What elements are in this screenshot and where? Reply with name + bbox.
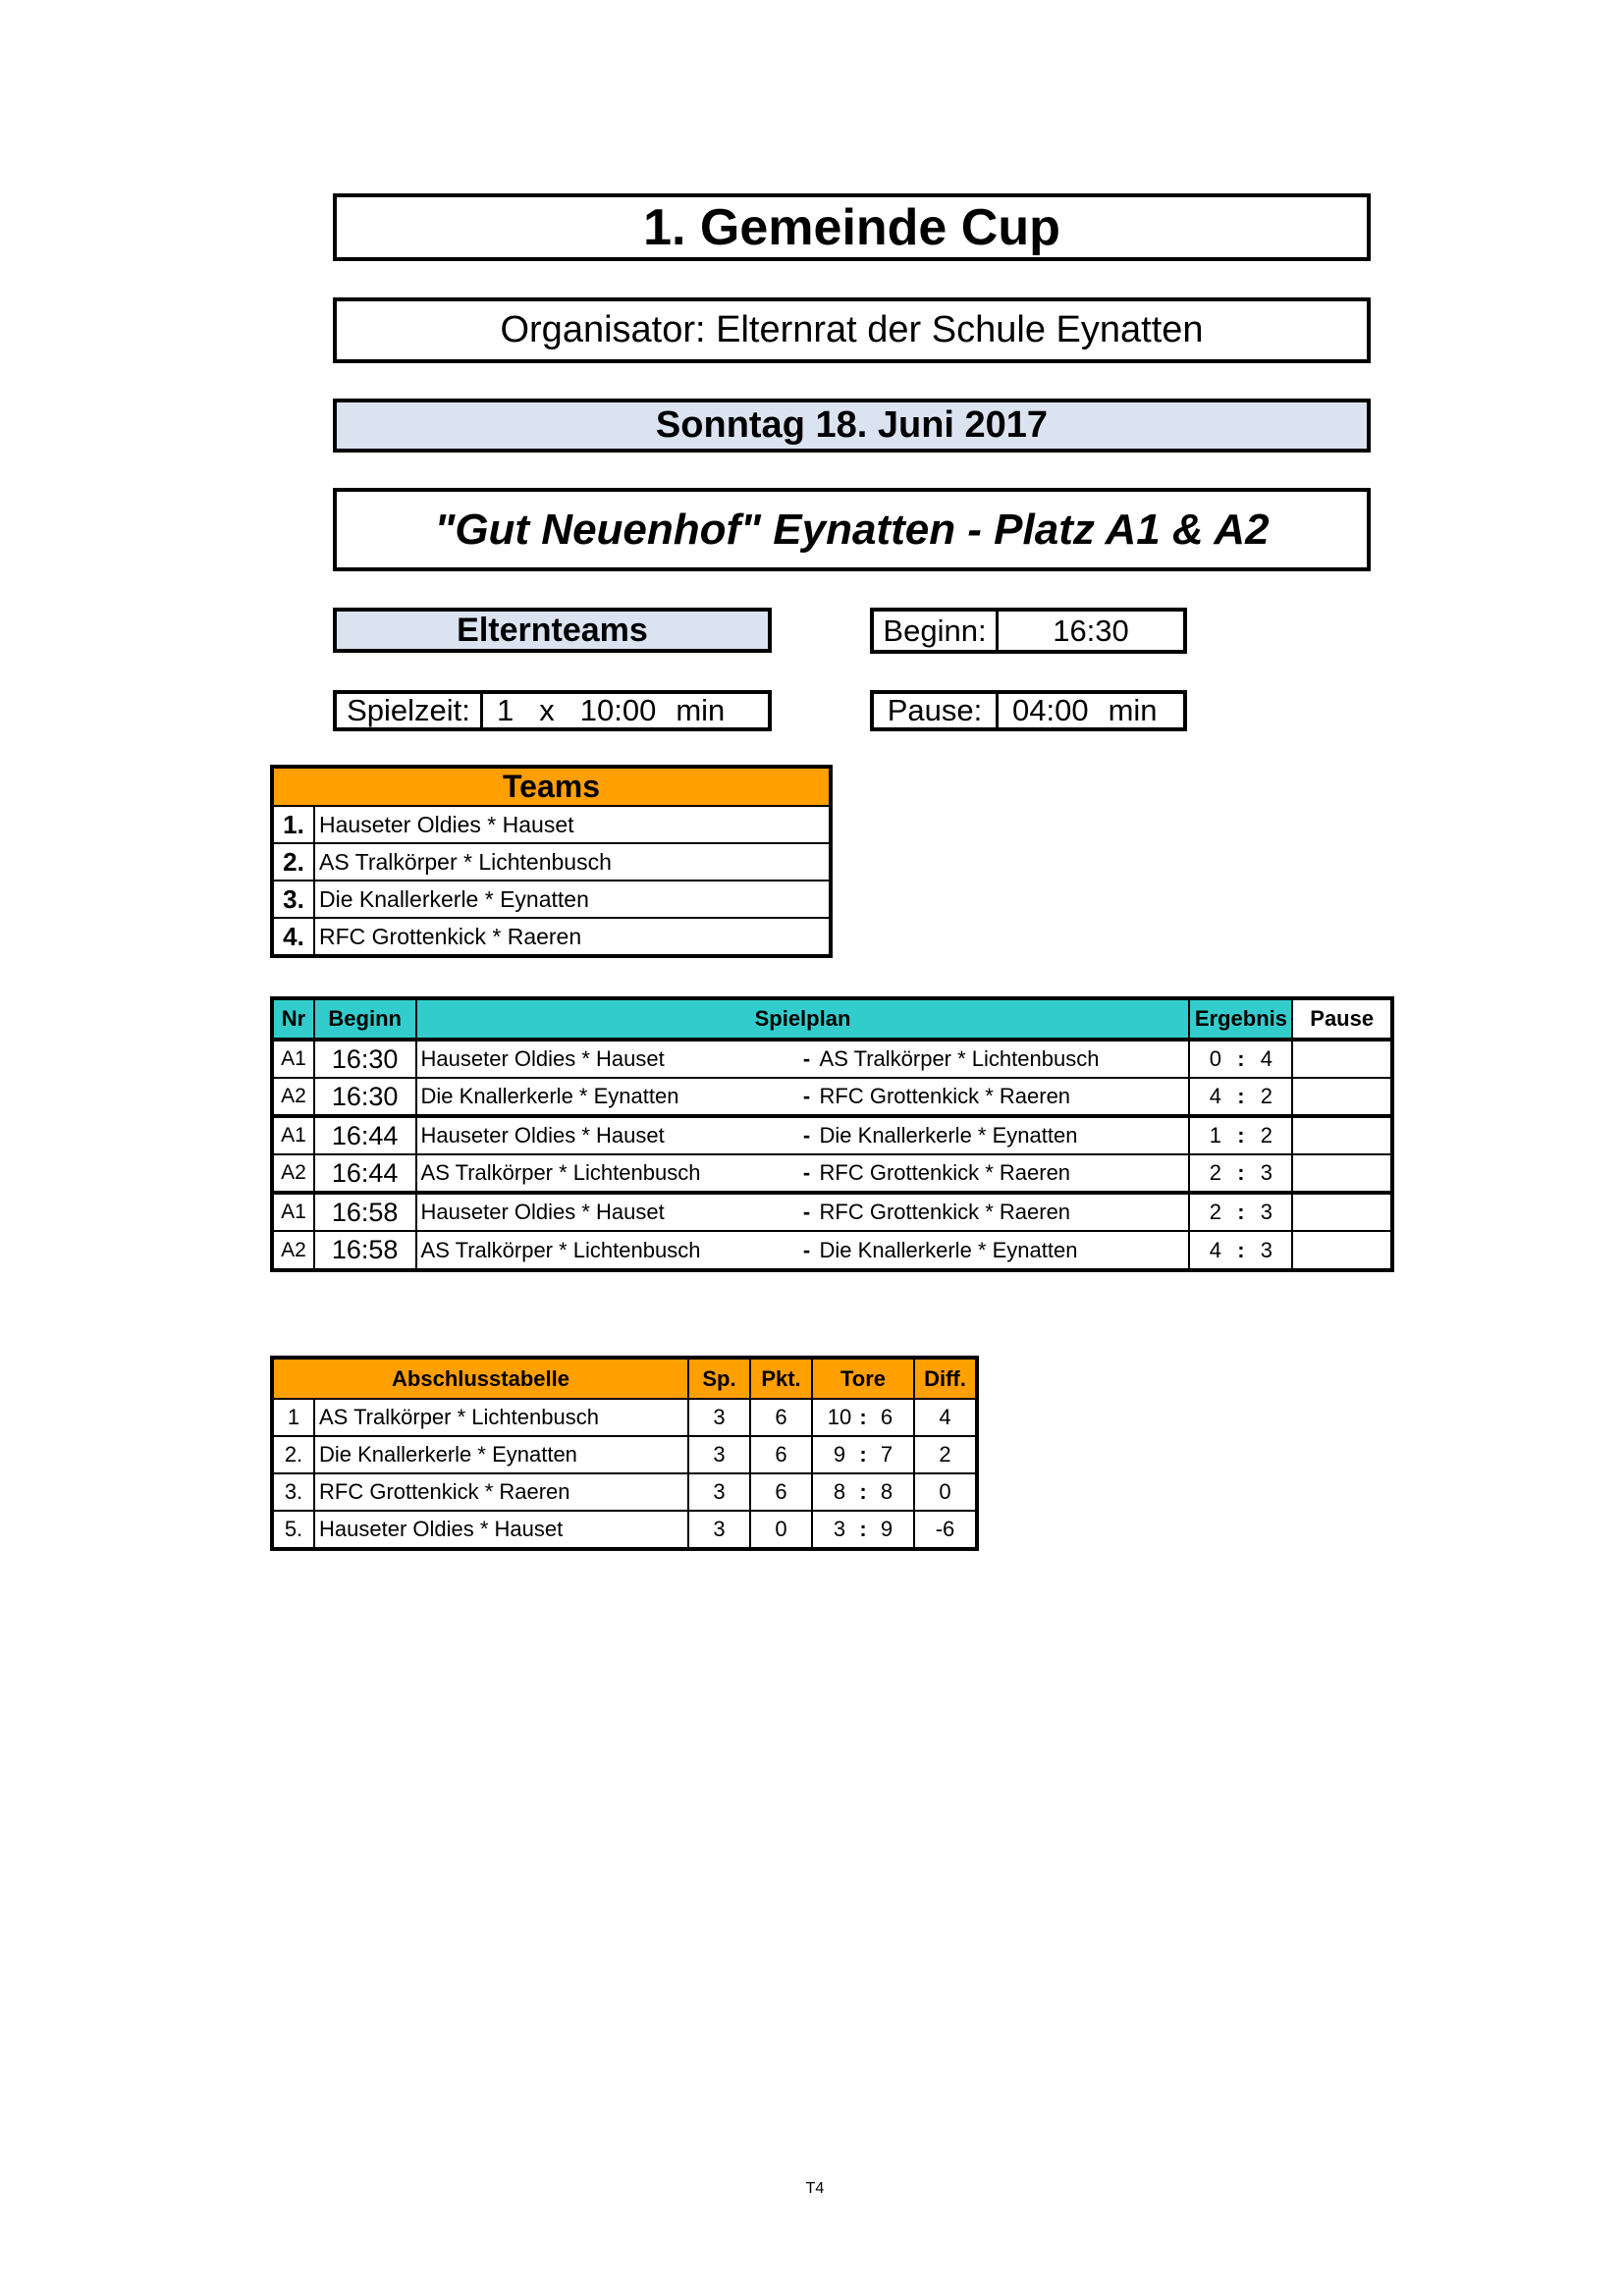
goals-for: 9 (833, 1442, 846, 1467)
home-goals: 2 (1209, 1160, 1222, 1185)
header-games: Sp. (688, 1359, 750, 1399)
header-goals: Tore (812, 1359, 914, 1399)
match-time: 16:44 (314, 1116, 416, 1154)
match-time: 16:58 (314, 1193, 416, 1231)
table-row (273, 1231, 1391, 1269)
team-number: 3. (273, 881, 314, 918)
table-row (273, 1078, 1391, 1116)
field-nr: A2 (273, 1231, 314, 1269)
page-number: T4 (805, 2180, 825, 2197)
team-number: 2. (273, 843, 314, 881)
organizer-text: Organisator: Elternrat der Schule Eynatten (500, 309, 1204, 350)
home-team: AS Tralkörper * Lichtenbusch (420, 1160, 701, 1185)
games-played: 3 (688, 1436, 750, 1473)
goals-against: 8 (880, 1479, 893, 1504)
team-name: AS Tralkörper * Lichtenbusch (314, 843, 830, 881)
team-number: 1. (273, 806, 314, 843)
pause-cell (1292, 1154, 1391, 1193)
versus-dash: - (802, 1200, 811, 1224)
score-separator: : (1237, 1084, 1245, 1108)
title-box (333, 193, 1371, 261)
home-team: Hauseter Oldies * Hauset (420, 1046, 665, 1071)
date-box (333, 399, 1371, 453)
header-diff: Diff. (914, 1359, 976, 1399)
header-nr: Nr (273, 999, 314, 1040)
playtime-unit: min (676, 693, 726, 727)
goals-separator: : (859, 1517, 867, 1541)
pause-unit: min (1108, 693, 1158, 727)
score-separator: : (1237, 1237, 1245, 1262)
home-goals: 2 (1209, 1200, 1222, 1224)
schedule-table (272, 998, 1392, 1270)
home-team: Hauseter Oldies * Hauset (420, 1123, 665, 1148)
match-result (1189, 1231, 1292, 1269)
team-name: Hauseter Oldies * Hauset (314, 1511, 688, 1548)
table-row (273, 1116, 1391, 1154)
versus-dash: - (802, 1237, 811, 1262)
table-row (273, 918, 830, 955)
team-name: Hauseter Oldies * Hauset (314, 806, 830, 843)
goals-separator: : (859, 1405, 867, 1429)
away-goals: 4 (1260, 1046, 1273, 1071)
match-time: 16:30 (314, 1040, 416, 1078)
goals-against: 6 (880, 1405, 893, 1429)
home-team: AS Tralkörper * Lichtenbusch (420, 1237, 701, 1262)
header-start: Beginn (314, 999, 416, 1040)
match-pairing (416, 1116, 1190, 1154)
goals (812, 1399, 914, 1436)
start-box (870, 608, 1187, 654)
rank: 3. (273, 1473, 314, 1511)
match-time: 16:44 (314, 1154, 416, 1193)
playtime-count: 1 (497, 693, 514, 727)
header-result: Ergebnis (1189, 999, 1292, 1040)
home-goals: 1 (1209, 1123, 1222, 1148)
goals (812, 1511, 914, 1548)
goal-difference: 4 (914, 1399, 976, 1436)
table-row (273, 1040, 1391, 1078)
points: 6 (750, 1399, 812, 1436)
goals-separator: : (859, 1479, 867, 1504)
goals-for: 10 (827, 1405, 852, 1429)
goal-difference: 2 (914, 1436, 976, 1473)
field-nr: A2 (273, 1154, 314, 1193)
rank: 5. (273, 1511, 314, 1548)
away-goals: 2 (1260, 1084, 1273, 1108)
table-row (273, 806, 830, 843)
goals-for: 3 (833, 1517, 846, 1541)
points: 0 (750, 1511, 812, 1548)
table-row (273, 843, 830, 881)
away-team: Die Knallerkerle * Eynatten (819, 1123, 1078, 1148)
games-played: 3 (688, 1399, 750, 1436)
playtime-box (333, 690, 772, 731)
playtime-label: Spielzeit: (337, 694, 483, 727)
away-team: RFC Grottenkick * Raeren (819, 1200, 1071, 1224)
category-label: Elternteams (457, 611, 648, 649)
goals-against: 7 (880, 1442, 893, 1467)
away-goals: 3 (1260, 1237, 1273, 1262)
event-date: Sonntag 18. Juni 2017 (655, 404, 1049, 446)
score-separator: : (1237, 1160, 1245, 1185)
goal-difference: -6 (914, 1511, 976, 1548)
score-separator: : (1237, 1200, 1245, 1224)
points: 6 (750, 1436, 812, 1473)
table-row (273, 1511, 976, 1548)
start-value: 16:30 (1053, 613, 1129, 648)
goals (812, 1473, 914, 1511)
team-name: AS Tralkörper * Lichtenbusch (314, 1399, 688, 1436)
pause-value: 04:00 (1012, 693, 1089, 727)
score-separator: : (1237, 1123, 1245, 1148)
match-result (1189, 1154, 1292, 1193)
points: 6 (750, 1473, 812, 1511)
away-goals: 2 (1260, 1123, 1273, 1148)
match-pairing (416, 1154, 1190, 1193)
pause-cell (1292, 1078, 1391, 1116)
score-separator: : (1237, 1046, 1245, 1071)
match-pairing (416, 1193, 1190, 1231)
pause-box (870, 690, 1187, 731)
versus-dash: - (802, 1123, 811, 1148)
versus-dash: - (802, 1084, 811, 1108)
teams-table (272, 767, 831, 956)
start-label: Beginn: (874, 612, 999, 650)
goals (812, 1436, 914, 1473)
table-row (273, 1193, 1391, 1231)
venue-box (333, 488, 1371, 571)
home-team: Hauseter Oldies * Hauset (420, 1200, 665, 1224)
away-goals: 3 (1260, 1200, 1273, 1224)
match-time: 16:58 (314, 1231, 416, 1269)
header-pause: Pause (1292, 999, 1391, 1040)
pause-cell (1292, 1231, 1391, 1269)
home-goals: 4 (1209, 1084, 1222, 1108)
away-team: AS Tralkörper * Lichtenbusch (819, 1046, 1100, 1071)
page-title: 1. Gemeinde Cup (643, 198, 1060, 256)
team-name: Die Knallerkerle * Eynatten (314, 881, 830, 918)
table-row (273, 881, 830, 918)
match-time: 16:30 (314, 1078, 416, 1116)
away-team: RFC Grottenkick * Raeren (819, 1084, 1071, 1108)
match-pairing (416, 1078, 1190, 1116)
pause-cell (1292, 1116, 1391, 1154)
goals-separator: : (859, 1442, 867, 1467)
versus-dash: - (802, 1160, 811, 1185)
goals-against: 9 (880, 1517, 893, 1541)
games-played: 3 (688, 1473, 750, 1511)
playtime-x: x (539, 693, 555, 727)
home-goals: 0 (1209, 1046, 1222, 1071)
table-row (273, 1473, 976, 1511)
rank: 1 (273, 1399, 314, 1436)
match-result (1189, 1040, 1292, 1078)
match-pairing (416, 1231, 1190, 1269)
team-name: RFC Grottenkick * Raeren (314, 918, 830, 955)
field-nr: A2 (273, 1078, 314, 1116)
category-box (333, 608, 772, 653)
table-row (273, 1399, 976, 1436)
away-goals: 3 (1260, 1160, 1273, 1185)
field-nr: A1 (273, 1193, 314, 1231)
venue-text: "Gut Neuenhof" Eynatten - Platz A1 & A2 (434, 505, 1270, 554)
table-row (273, 1154, 1391, 1193)
field-nr: A1 (273, 1040, 314, 1078)
rank: 2. (273, 1436, 314, 1473)
match-result (1189, 1078, 1292, 1116)
header-standings: Abschlusstabelle (273, 1359, 688, 1399)
home-team: Die Knallerkerle * Eynatten (420, 1084, 679, 1108)
team-name: Die Knallerkerle * Eynatten (314, 1436, 688, 1473)
goal-difference: 0 (914, 1473, 976, 1511)
standings-table (272, 1358, 977, 1549)
home-goals: 4 (1209, 1237, 1222, 1262)
away-team: Die Knallerkerle * Eynatten (819, 1237, 1078, 1262)
teams-header: Teams (273, 768, 830, 806)
match-result (1189, 1116, 1292, 1154)
games-played: 3 (688, 1511, 750, 1548)
field-nr: A1 (273, 1116, 314, 1154)
team-name: RFC Grottenkick * Raeren (314, 1473, 688, 1511)
away-team: RFC Grottenkick * Raeren (819, 1160, 1071, 1185)
organizer-box (333, 297, 1371, 363)
pause-cell (1292, 1193, 1391, 1231)
goals-for: 8 (833, 1479, 846, 1504)
header-plan: Spielplan (416, 999, 1190, 1040)
match-pairing (416, 1040, 1190, 1078)
versus-dash: - (802, 1046, 811, 1071)
table-row (273, 1436, 976, 1473)
header-points: Pkt. (750, 1359, 812, 1399)
pause-label: Pause: (874, 694, 999, 727)
playtime-value: 10:00 (579, 693, 657, 727)
team-number: 4. (273, 918, 314, 955)
pause-cell (1292, 1040, 1391, 1078)
match-result (1189, 1193, 1292, 1231)
